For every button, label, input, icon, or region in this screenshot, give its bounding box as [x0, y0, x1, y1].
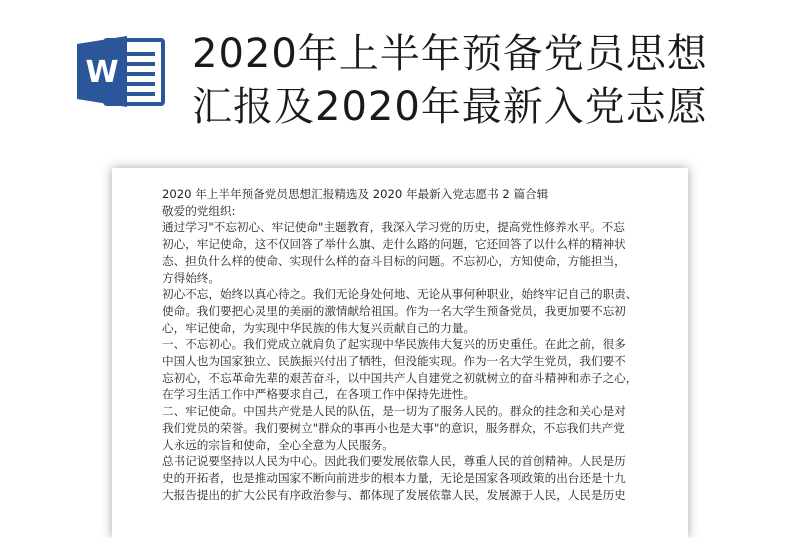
doc-line: 在学习生活工作中严格要求自己，在各项工作中保持先进性。 [162, 387, 476, 402]
doc-line: 初心不忘，始终以真心待之。我们无论身处何地、无论从事何种职业，始终牢记自己的职责、 [162, 287, 638, 302]
document-content [162, 186, 642, 503]
doc-line: 初心，牢记使命，这不仅回答了举什么旗、走什么路的问题，它还回答了以什么样的精神状 [162, 237, 626, 252]
section-heading-1: 一、不忘初心。我们党成立就肩负了起实现中华民族伟大复兴的历史重任。在此之前，很多 [162, 337, 626, 352]
doc-line: 方得始终。 [162, 270, 220, 285]
page-title [192, 28, 792, 134]
doc-line: 总书记说要坚持以人民为中心。因此我们要发展依靠人民，尊重人民的首创精神。人民是历 [162, 454, 626, 469]
doc-line: 人永远的宗旨和使命，全心全意为人民服务。 [162, 437, 394, 452]
doc-line: 大报告提出的扩大公民有序政治参与、都体现了发展依靠人民，发展源于人民，人民是历史 [162, 487, 626, 502]
header-banner [0, 0, 800, 160]
salutation: 敬爱的党组织: [162, 203, 236, 218]
doc-line: 通过学习"不忘初心、牢记使命"主题教育，我深入学习党的历史，提高党性修养水平。不忘 [162, 220, 625, 235]
doc-line: 使命。我们要把心灵里的美丽的激情献给祖国。作为一名大学生预备党员，我更加要不忘初 [162, 303, 626, 318]
doc-heading: 2020 年上半年预备党员思想汇报精选及 2020 年最新入党志愿书 2 篇合辑 [162, 187, 549, 201]
word-icon-letter: W [85, 55, 119, 90]
doc-line: 忘初心，不忘革命先辈的艰苦奋斗，以中国共产人自建党之初就树立的奋斗精神和赤子之心， [162, 370, 638, 385]
doc-line: 我们党员的荣誉。我们要树立"群众的事再小也是大事"的意识，服务群众，不忘我们共产党 [162, 420, 625, 435]
doc-line: 中国人也为国家独立、民族振兴付出了牺牲，但没能实现。作为一名大学生党员，我们要不 [162, 354, 626, 369]
doc-line: 史的开拓者，也是推动国家不断向前进步的根本力量，无论是国家各项政策的出台还是十九 [162, 470, 626, 485]
title-line-1: 2020年上半年预备党员思想 [192, 31, 708, 77]
doc-line: 态、担负什么样的使命、实现什么样的奋斗目标的问题。不忘初心，方知使命，方能担当， [162, 253, 626, 268]
section-heading-2: 二、牢记使命。中国共产党是人民的队伍，是一切为了服务人民的。群众的挂念和关心是对 [162, 404, 626, 419]
title-line-2: 汇报及2020年最新入党志愿 [192, 84, 708, 130]
word-document-icon [75, 34, 170, 109]
doc-line: 心，牢记使命，为实现中华民族的伟大复兴贡献自己的力量。 [162, 320, 476, 335]
